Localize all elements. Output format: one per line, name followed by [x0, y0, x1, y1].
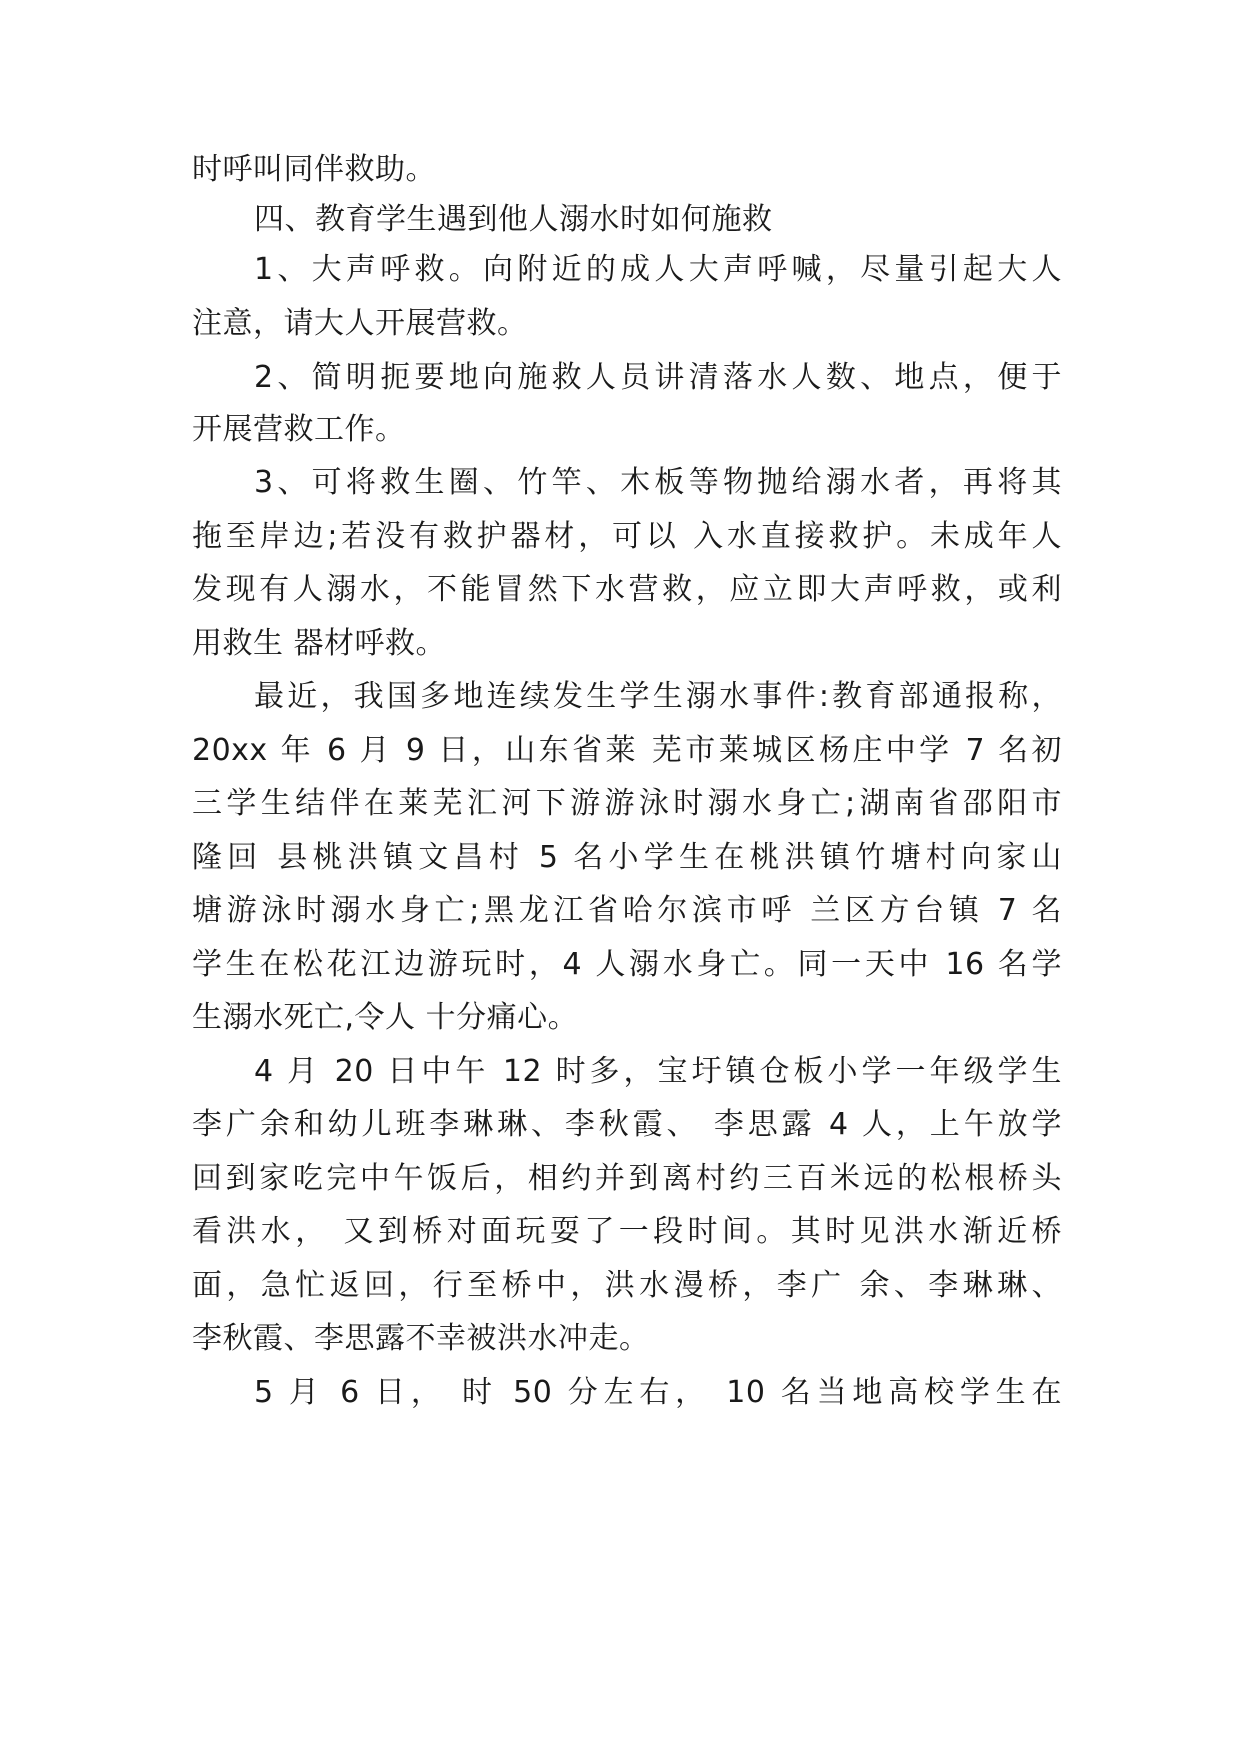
text-line: 注意，请大人开展营救。: [192, 306, 528, 341]
text-line: 面，急忙返回，行至桥中，洪水漫桥，李广 余、李琳琳、: [192, 1268, 1062, 1303]
text-line: 20xx 年 6 月 9 日，山东省莱 芜市莱城区杨庄中学 7 名初: [192, 733, 1062, 768]
section-heading: 四、教育学生遇到他人溺水时如何施救: [254, 202, 773, 237]
text-line: 生溺水死亡,令人 十分痛心。: [192, 1000, 579, 1035]
text-line: 塘游泳时溺水身亡;黑龙江省哈尔滨市呼 兰区方台镇 7 名: [192, 893, 1062, 928]
text-line: 看洪水， 又到桥对面玩耍了一段时间。其时见洪水渐近桥: [192, 1214, 1062, 1249]
text-line: 学生在松花江边游玩时，4 人溺水身亡。同一天中 16 名学: [192, 947, 1062, 982]
text-line: 5 月 6 日， 时 50 分左右， 10 名当地高校学生在: [254, 1375, 1062, 1410]
text-line: 拖至岸边;若没有救护器材，可以 入水直接救护。未成年人: [192, 519, 1062, 554]
text-line: 李广余和幼儿班李琳琳、李秋霞、 李思露 4 人，上午放学: [192, 1107, 1062, 1142]
text-line: 发现有人溺水，不能冒然下水营救，应立即大声呼救，或利: [192, 572, 1062, 607]
text-line: 李秋霞、李思露不幸被洪水冲走。: [192, 1321, 650, 1356]
text-line: 1、大声呼救。向附近的成人大声呼喊，尽量引起大人: [254, 252, 1062, 287]
text-line: 最近，我国多地连续发生学生溺水事件:教育部通报称，: [254, 679, 1062, 714]
text-line: 回到家吃完中午饭后，相约并到离村约三百米远的松根桥头: [192, 1161, 1062, 1196]
text-line: 开展营救工作。: [192, 412, 406, 447]
text-line: 2、简明扼要地向施救人员讲清落水人数、地点，便于: [254, 360, 1062, 395]
text-line: 隆回 县桃洪镇文昌村 5 名小学生在桃洪镇竹塘村向家山: [192, 840, 1062, 875]
text-line: 3、可将救生圈、竹竿、木板等物抛给溺水者，再将其: [254, 465, 1062, 500]
text-line: 用救生 器材呼救。: [192, 626, 447, 661]
text-line: 三学生结伴在莱芜汇河下游游泳时溺水身亡;湖南省邵阳市: [192, 786, 1062, 821]
text-line: 时呼叫同伴救助。: [192, 152, 436, 187]
text-line: 4 月 20 日中午 12 时多，宝圩镇仓板小学一年级学生: [254, 1054, 1062, 1089]
